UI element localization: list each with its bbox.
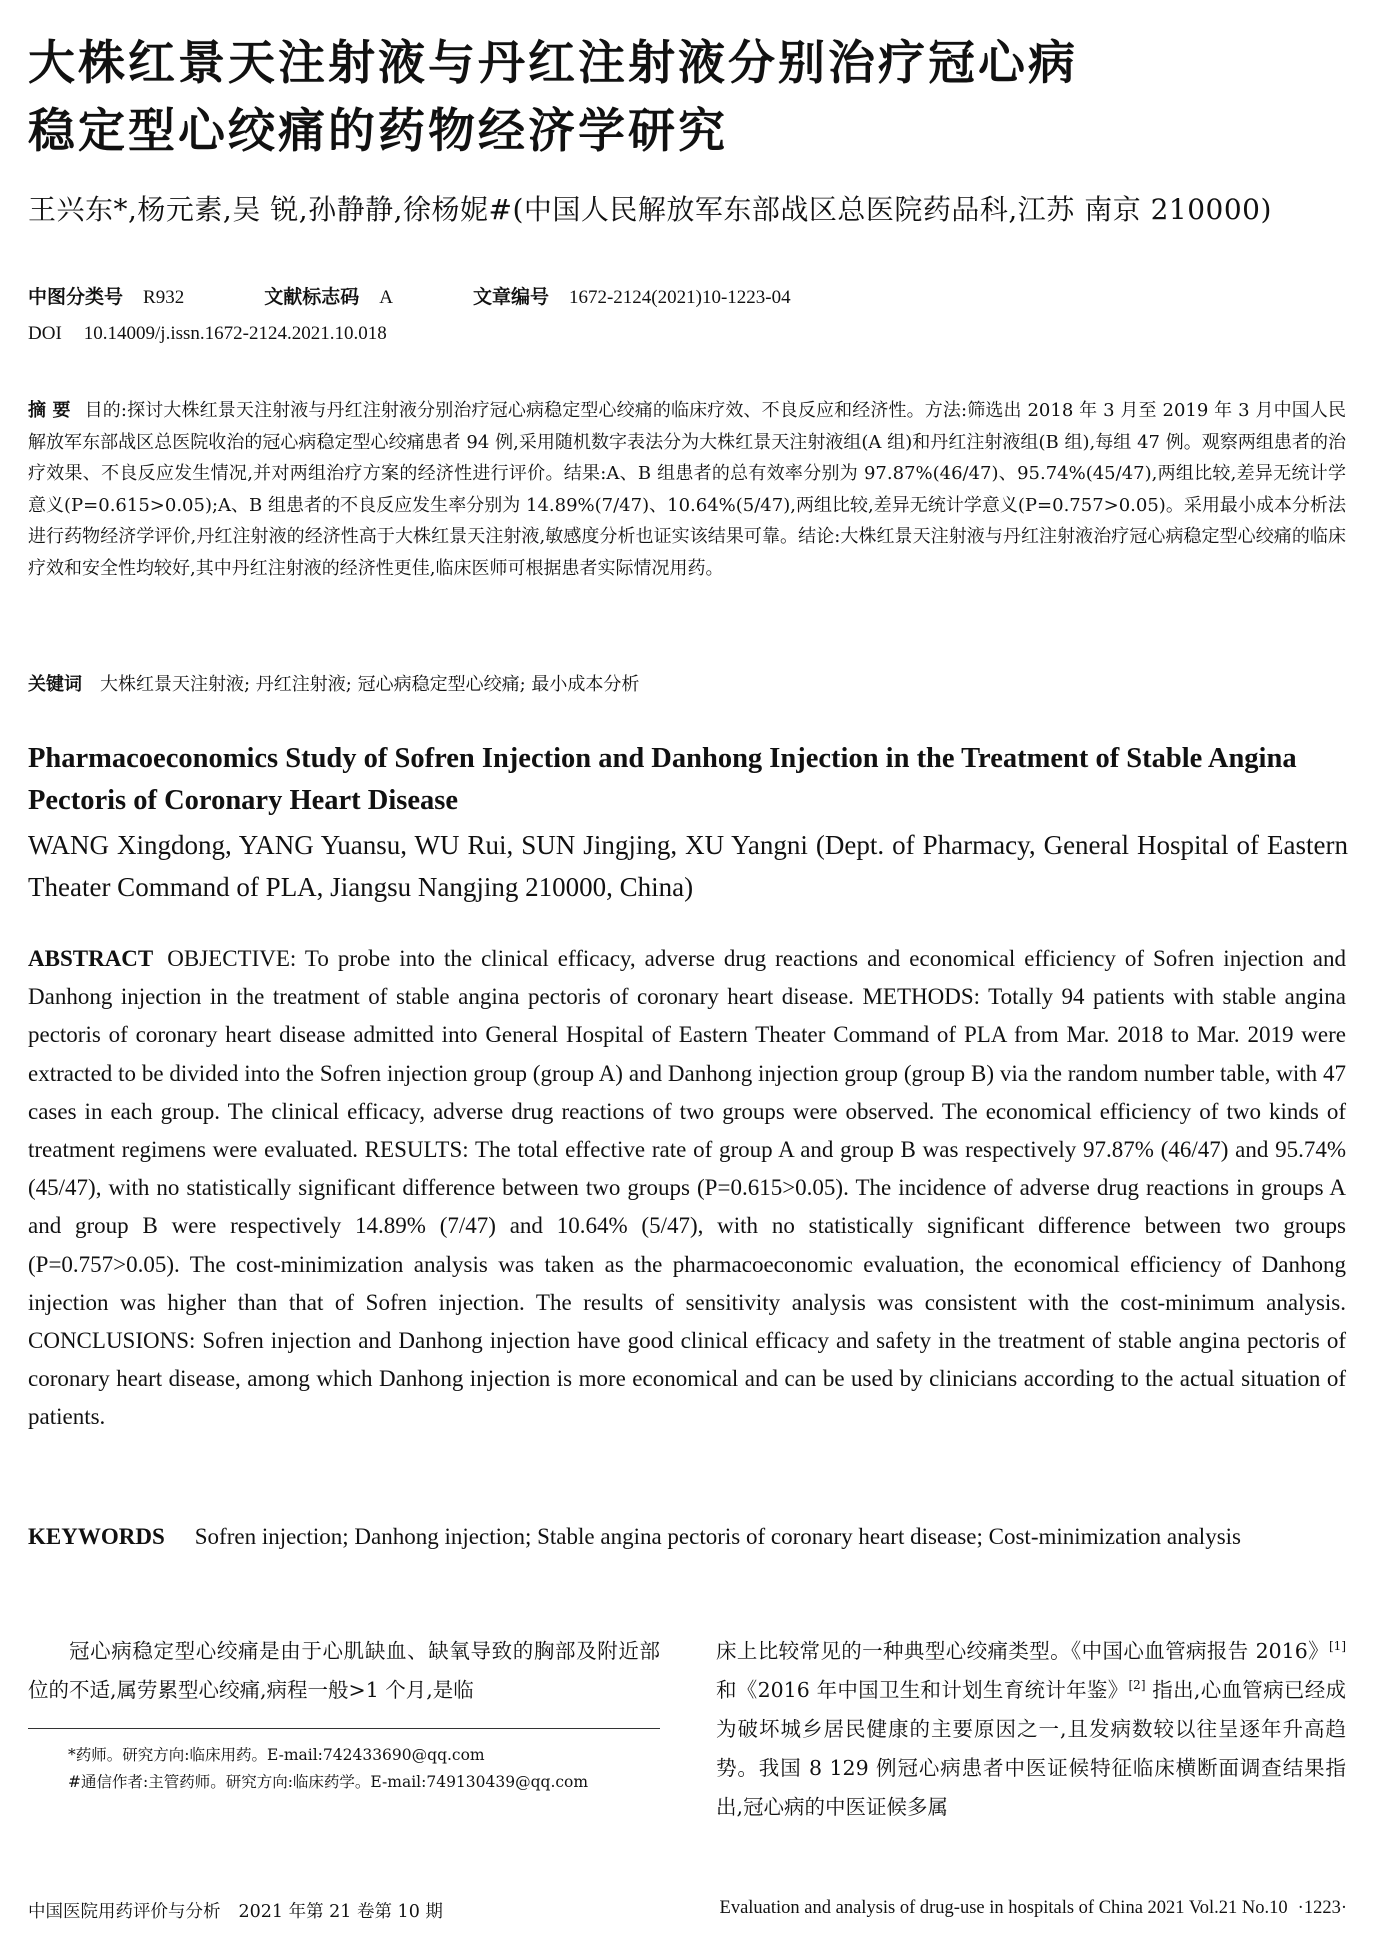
reference-2[interactable]: [2]: [1128, 1678, 1146, 1693]
body-right-column: [716, 1632, 1346, 1827]
journal-name-cn: 中国医院用药评价与分析: [28, 1902, 221, 1922]
journal-name-en: Evaluation and analysis of drug-use in hospitals of China 2021 Vol.21 No.10: [719, 1898, 1288, 1918]
page-number: ·1223·: [1297, 1898, 1347, 1918]
english-abstract-label: ABSTRACT: [28, 946, 154, 971]
english-abstract-text: OBJECTIVE: To probe into the clinical efficacy, adverse drug reactions and economical efficiency of Sofren injection and Danhong injection in the treatment of stable angina pectoris of coronary heart disease. METHODS: Totally 94 patients with stable angina pectoris of coronary heart disease admitted into General Hospital of Eastern Theater Command of PLA from Mar. 2018 to Mar. 2019 were extracted to be divided into the Sofren injection group (group A) and Danhong injection group (group B) via the random number table, with 47 cases in each group. The clinical efficacy, adverse drug reactions of two groups were observed. The economical efficiency of two kinds of treatment regimens were evaluated. RESULTS: The total effective rate of group A and group B was respectively 97.87% (46/47) and 95.74% (45/47), with no statistically significant difference between two groups (P=0.615>0.05). The incidence of adverse drug reactions in groups A and group B were respectively 14.89% (7/47) and 10.64% (5/47), with no statistically significant difference between two groups (P=0.757>0.05). The cost-minimization analysis was taken as the pharmacoeconomic evaluation, the economical efficiency of Danhong injection was higher than that of Sofren injection. The results of sensitivity analysis was consistent with the cost-minimum analysis. CONCLUSIONS: Sofren injection and Danhong injection have good clinical efficacy and safety in the treatment of stable angina pectoris of coronary heart disease, among which Danhong injection is more economical and can be used by clinicians according to the actual situation of patients.: [28, 946, 1346, 1430]
body-right-text-1: 床上比较常见的一种典型心绞痛类型。《中国心血管病报告 2016》: [716, 1639, 1329, 1663]
footer-right: [720, 1898, 1347, 1919]
footnote-corresponding-author: #通信作者:主管药师。研究方向:临床药学。E-mail:749130439@qq.com: [68, 1773, 589, 1791]
chinese-abstract-label: 摘 要: [28, 400, 71, 421]
english-title: Pharmacoeconomics Study of Sofren Injection and Danhong Injection in the Treatment of Stable Angina Pectoris of Coronary Heart Disease: [28, 743, 1297, 816]
chinese-authors: 王兴东*,杨元素,吴 锐,孙静静,徐杨妮#(中国人民解放军东部战区总医院药品科,江苏 南京 210000): [28, 193, 1272, 226]
chinese-title-line-2: 稳定型心绞痛的药物经济学研究: [28, 104, 728, 159]
clc-value: R932: [143, 287, 185, 308]
english-authors: WANG Xingdong, YANG Yuansu, WU Rui, SUN Jingjing, XU Yangni (Dept. of Pharmacy, General Hospital of Eastern Theater Command of PLA, Jiangsu Nangjing 210000, China): [28, 830, 1348, 902]
footer-left: [28, 1898, 443, 1923]
clc-label: 中图分类号: [28, 286, 124, 308]
chinese-abstract: [28, 395, 1346, 584]
doi-value: 10.14009/j.issn.1672-2124.2021.10.018: [83, 323, 387, 344]
english-keywords-text: Sofren injection; Danhong injection; Stable angina pectoris of coronary heart disease; Cost-minimization analysis: [194, 1524, 1241, 1549]
doc-code-value: A: [379, 287, 393, 308]
body-left-column: 冠心病稳定型心绞痛是由于心肌缺血、缺氧导致的胸部及附近部位的不适,属劳累型心绞痛,病程一般>1 个月,是临: [28, 1639, 660, 1702]
footnote-author: *药师。研究方向:临床用药。E-mail:742433690@qq.com: [68, 1746, 485, 1764]
reference-1[interactable]: [1]: [1329, 1639, 1346, 1654]
issue-cn: 2021 年第 21 卷第 10 期: [238, 1902, 443, 1922]
chinese-abstract-text: 目的:探讨大株红景天注射液与丹红注射液分别治疗冠心病稳定型心绞痛的临床疗效、不良反应和经济性。方法:筛选出 2018 年 3 月至 2019 年 3 月中国人民解放军东部战区总医院收治的冠心病稳定型心绞痛患者 94 例,采用随机数字表法分为大株红景天注射液组(A 组)和丹红注射液组(B 组),每组 47 例。观察两组患者的治疗效果、不良反应发生情况,并对两组治疗方案的经济性进行评价。结果:A、B 组患者的总有效率分别为 97.87%(46/47)、95.74%(45/47),两组比较,差异无统计学意义(P=0.615>0.05);A、B 组患者的不良反应发生率分别为 14.89%(7/47)、10.64%(5/47),两组比较,差异无统计学意义(P=0.757>0.05)。采用最小成本分析法进行药物经济学评价,丹红注射液的经济性高于大株红景天注射液,敏感度分析也证实该结果可靠。结论:大株红景天注射液与丹红注射液治疗冠心病稳定型心绞痛的临床疗效和安全性均较好,其中丹红注射液的经济性更佳,临床医师可根据患者实际情况用药。: [28, 400, 1346, 579]
chinese-keywords-label: 关键词: [28, 674, 82, 695]
chinese-keywords: [28, 670, 639, 696]
chinese-title-line-1: 大株红景天注射液与丹红注射液分别治疗冠心病: [28, 36, 1078, 91]
article-number-value: 1672-2124(2021)10-1223-04: [568, 287, 791, 308]
footnote-divider: [28, 1728, 660, 1729]
english-keywords: [28, 1518, 1346, 1556]
body-right-text-2: 和《2016 年中国卫生和计划生育统计年鉴》: [716, 1678, 1129, 1702]
chinese-keywords-text: 大株红景天注射液; 丹红注射液; 冠心病稳定型心绞痛; 最小成本分析: [100, 674, 640, 695]
classification-line: [28, 282, 791, 309]
chinese-title: [28, 30, 1348, 166]
article-number-label: 文章编号: [472, 286, 549, 308]
doi-line: [28, 323, 387, 345]
english-abstract: [28, 940, 1346, 1437]
footnotes: [28, 1742, 660, 1796]
doi-label: DOI: [28, 323, 62, 344]
body-right-text-3: 指出,心血管病已经成为破坏城乡居民健康的主要原因之一,且发病数较以往呈逐年升高趋势。我国 8 129 例冠心病患者中医证候特征临床横断面调查结果指出,冠心病的中医证候多属: [716, 1678, 1346, 1819]
english-keywords-label: KEYWORDS: [28, 1524, 165, 1549]
doc-code-label: 文献标志码: [264, 286, 360, 308]
